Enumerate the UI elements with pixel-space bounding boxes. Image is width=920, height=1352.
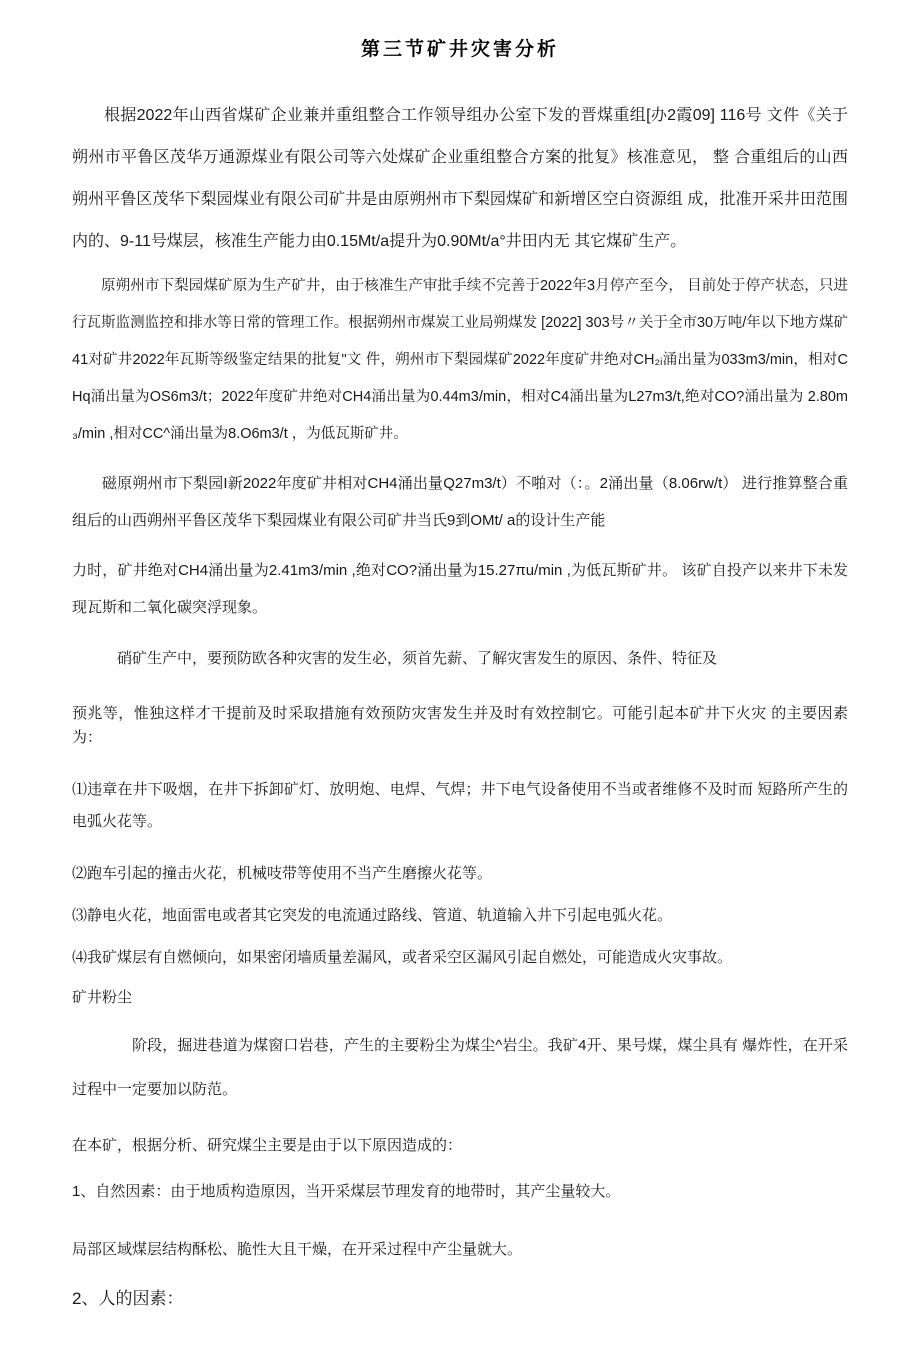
paragraph-mine-status: 原朔州市下梨园煤矿原为生产矿井，由于核准生产审批手续不完善于2022年3月停产至今， 目前处于停产状态，只进行瓦斯监测监控和排水等日常的管理工作。根据朔州市煤炭工业局朔煤发 [2022] 303号〃关于全市30万吨/年以下地方煤矿41对矿井2022年瓦斯等级鉴定结果的批复"文 件，朔州市下梨园煤矿2022年度矿井绝对CH₂ᵢ涌出量为033m3/min，相对CHq涌出量为OS6m3/t；2022年度矿井绝对CH4涌出量为0.44m3/min，相对C4涌出量为L27m3/t,绝对CO?涌出量为 2.80m₃/min ,相对CC^涌出量为8.O6m3/t ，为低瓦斯矿井。: [72, 278, 848, 442]
paragraph-gas-emission-result: 力时，矿井绝对CH4涌出量为2.41m3/min ,绝对CO?涌出量为15.27πu/min ,为低瓦斯矿井。 该矿自投产以来井下未发现瓦斯和二氧化碳突浮现象。: [72, 562, 848, 616]
document-title: 第三节矿井灾害分析: [360, 39, 559, 60]
paragraph-approval-document: 根据2022年山西省煤矿企业兼并重组整合工作领导组办公室下发的晋煤重组[办2霞09] 116号 文件《关于朔州市平鲁区茂华万通源煤业有限公司等六处煤矿企业重组整合方案的批复》核准意见， 整 合重组后的山西朔州平鲁区茂华下梨园煤业有限公司矿井是由原朔州市下梨园煤矿和新增区空白资源组 成，批准开采井田范围内的、9-11号煤层，核准生产能力由0.15Mt/a提升为0.90Mt/a°井田内无 其它煤矿生产。: [72, 107, 848, 250]
paragraph-dust-description: 阶段，掘进巷道为煤窗口岩巷，产生的主要粉尘为煤尘^岩尘。我矿4开、果号煤，煤尘具有 爆炸性，在开采过程中一定要加以防范。: [72, 1037, 848, 1098]
paragraph-fire-causes-intro: 预兆等，惟独这样才干提前及时采取措施有效预防灾害发生并及时有效控制它。可能引起本矿井下火灾 的主要因素为：: [72, 705, 848, 746]
paragraph-fire-cause-4: ⑷我矿煤层有自燃倾向，如果密闭墙质量差漏风，或者采空区漏风引起自燃处，可能造成火灾事故。: [72, 949, 733, 966]
paragraph-natural-factor: 1、自然因素：由于地质构造原因，当开采煤层节理发育的地带时，其产尘量较大。: [72, 1183, 621, 1200]
paragraph-human-factor: 2、人的因素：: [72, 1289, 184, 1308]
paragraph-fire-cause-1: ⑴违章在井下吸烟，在井下拆卸矿灯、放明炮、电焊、气焊；井下电气设备使用不当或者维修不及时而 短路所产生的电弧火花等。: [72, 781, 848, 830]
paragraph-coal-structure: 局部区域煤层结构酥松、脆性大且干燥，在开采过程中产尘量就大。: [72, 1241, 523, 1258]
paragraph-dust-causes-intro: 在本矿，根据分析、研究煤尘主要是由于以下原因造成的：: [72, 1137, 463, 1154]
paragraph-disaster-prevention: 硝矿生产中，要预防欧各种灾害的发生必，须首先薪、了解灾害发生的原因、条件、特征及: [117, 650, 718, 667]
paragraph-fire-cause-2: ⑵跑车引起的撞击火花，机械吱带等使用不当产生磨擦火花等。: [72, 865, 493, 882]
section-heading-mine-dust: 矿井粉尘: [72, 989, 133, 1006]
paragraph-gas-emission-calc: 磁原朔州市下梨园I新2022年度矿井相对CH4涌出量Q27m3/t）不啪对（：。2涌出量（8.06rw/t） 进行推算整合重组后的山西朔州平鲁区茂华下梨园煤业有限公司矿井当氏9到OMt/ a的设计生产能: [72, 475, 848, 529]
paragraph-fire-cause-3: ⑶静电火花，地面雷电或者其它突发的电流通过路线、管道、轨道输入井下引起电弧火花。: [72, 907, 673, 924]
